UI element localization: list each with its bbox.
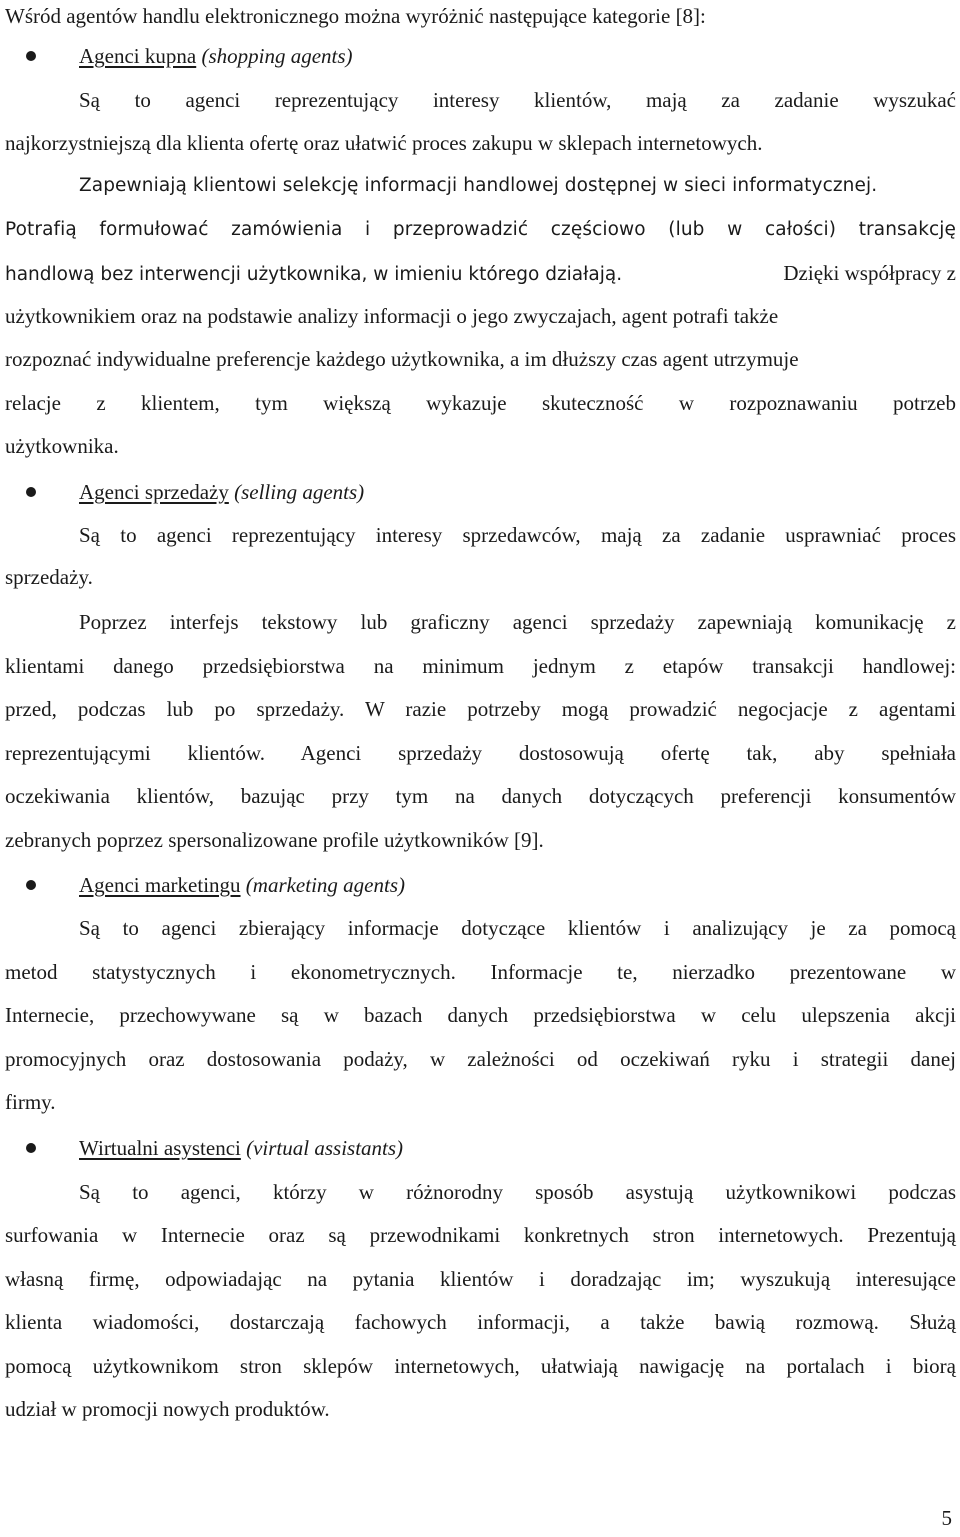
text-line: promocyjnych oraz dostosowania podaży, w zależności od oczekiwań ryku i strategii danej [5, 1047, 956, 1071]
section-heading-marketing [79, 865, 405, 905]
text-line: Są to agenci reprezentujący interesy sprzedawców, mają za zadanie usprawniać proces [79, 523, 956, 547]
section-title: Agenci kupna [79, 44, 197, 68]
text-line: oczekiwania klientów, bazując przy tym na danych dotyczących preferencji konsumentów [5, 784, 956, 808]
text-line: Poprzez interfejs tekstowy lub graficzny agenci sprzedaży zapewniają komunikację z [79, 610, 956, 634]
bullet-icon [26, 1143, 36, 1153]
text-line: rozpoznać indywidualne preferencje każdego użytkownika, a im dłuższy czas agent utrzymuje [5, 347, 799, 371]
text-fragment: Dzięki współpracy z [783, 261, 956, 285]
page-number: 5 [941, 1506, 952, 1530]
text-line: metod statystycznych i ekonometrycznych. Informacje te, nierzadko prezentowane w [5, 960, 956, 984]
text-line: klientami danego przedsiębiorstwa na minimum jednym z etapów transakcji handlowej: [5, 654, 956, 678]
text-line: użytkownika. [5, 434, 119, 458]
text-line: firmy. [5, 1090, 56, 1114]
text-fragment: handlową bez interwencji użytkownika, w imieniu którego działają. [5, 264, 623, 285]
text-line-mixed [5, 253, 956, 293]
section-title: Agenci marketingu [79, 873, 241, 897]
text-line: Internecie, przechowywane są w bazach danych przedsiębiorstwa w celu ulepszenia akcji [5, 1003, 956, 1027]
section-heading-shopping [79, 36, 353, 76]
text-line: najkorzystniejszą dla klienta ofertę oraz ułatwić proces zakupu w sklepach internetowych. [5, 131, 763, 155]
section-title-en: (selling agents) [234, 480, 365, 504]
text-line: zebranych poprzez spersonalizowane profile użytkowników [9]. [5, 828, 544, 852]
text-line: relacje z klientem, tym większą wykazuje skuteczność w rozpoznawaniu potrzeb [5, 391, 956, 415]
section-title: Agenci sprzedaży [79, 480, 229, 504]
section-title-en: (marketing agents) [245, 873, 405, 897]
bullet-icon [26, 487, 36, 497]
text-line: sprzedaży. [5, 565, 93, 589]
text-line: Zapewniają klientowi selekcję informacji handlowej dostępnej w sieci informatycznej. [79, 175, 878, 196]
text-line: Są to agenci, którzy w różnorodny sposób asystują użytkownikowi podczas [79, 1180, 956, 1204]
text-line: przed, podczas lub po sprzedaży. W razie potrzeby mogą prowadzić negocjacje z agentami [5, 697, 956, 721]
text-line: reprezentującymi klientów. Agenci sprzedaży dostosowują ofertę tak, aby spełniała [5, 741, 956, 765]
text-line: udział w promocji nowych produktów. [5, 1397, 330, 1421]
intro-paragraph: Wśród agentów handlu elektronicznego można wyróżnić następujące kategorie [8]: [5, 4, 706, 28]
bullet-icon [26, 880, 36, 890]
section-heading-virtual [79, 1128, 403, 1168]
text-line: własną firmę, odpowiadając na pytania klientów i doradzając im; wyszukują interesujące [5, 1267, 956, 1291]
section-title-en: (virtual assistants) [246, 1136, 404, 1160]
text-line: Są to agenci zbierający informacje dotyczące klientów i analizujący je za pomocą [79, 916, 956, 940]
section-title-en: (shopping agents) [201, 44, 353, 68]
text-line: surfowania w Internecie oraz są przewodnikami konkretnych stron internetowych. Prezentują [5, 1223, 956, 1247]
text-line: użytkownikiem oraz na podstawie analizy informacji o jego zwyczajach, agent potrafi także [5, 304, 779, 328]
text-line: klienta wiadomości, dostarczają fachowych informacji, a także bawią rozmową. Służą [5, 1310, 956, 1334]
text-line: Są to agenci reprezentujący interesy klientów, mają za zadanie wyszukać [79, 88, 956, 112]
section-heading-selling [79, 472, 364, 512]
text-line: Potrafią formułować zamówienia i przeprowadzić częściowo (lub w całości) transakcję [5, 219, 956, 240]
bullet-icon [26, 51, 36, 61]
text-line: pomocą użytkownikom stron sklepów internetowych, ułatwiają nawigację na portalach i biorą [5, 1354, 956, 1378]
section-title: Wirtualni asystenci [79, 1136, 241, 1160]
